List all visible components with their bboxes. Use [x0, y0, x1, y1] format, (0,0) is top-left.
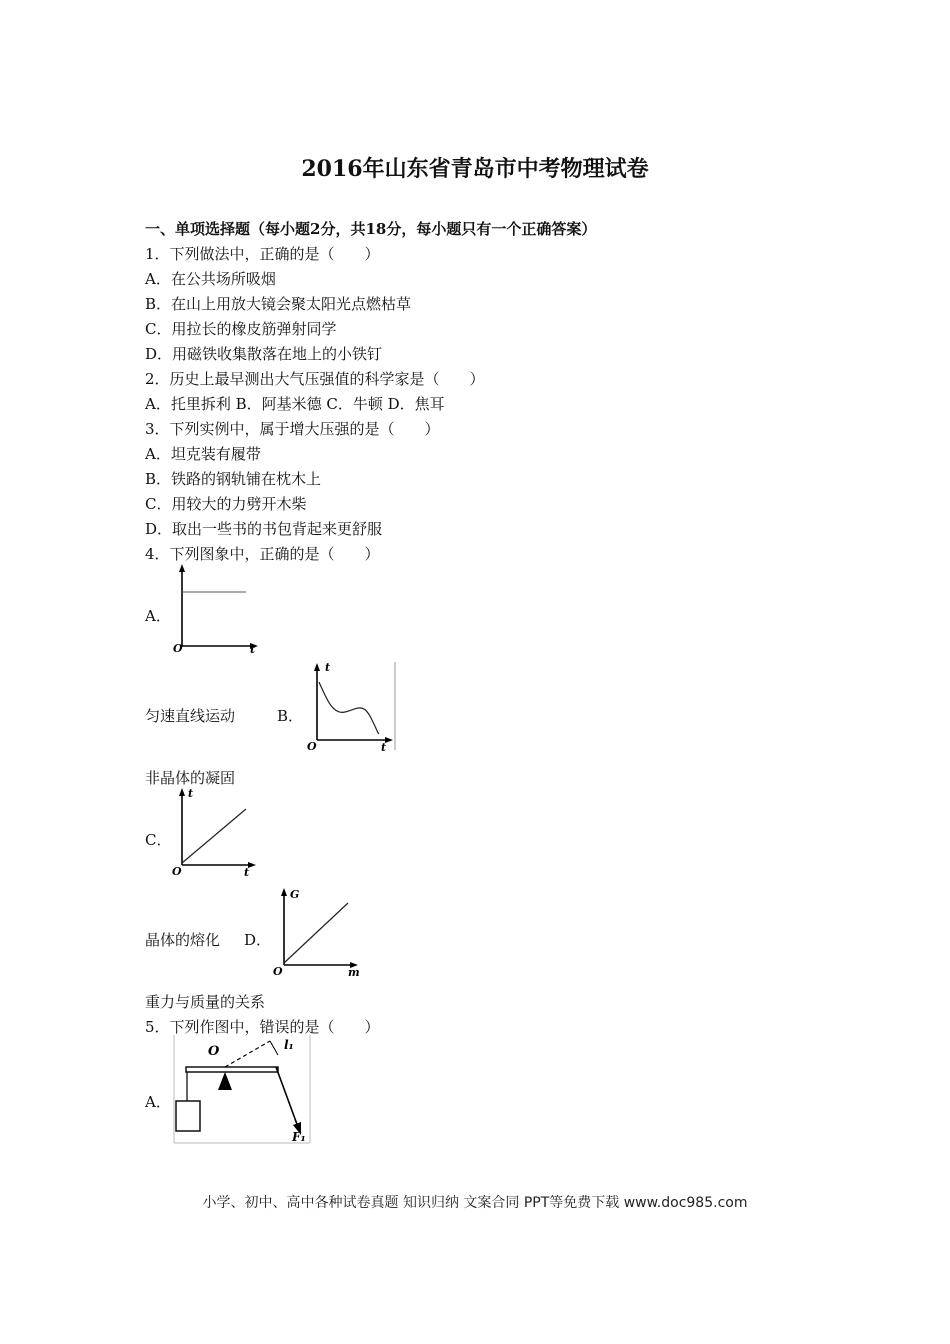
x-axis-arrow	[385, 737, 393, 743]
q1-option-a: A．在公共场所吸烟	[145, 270, 276, 288]
cooling-curve	[319, 682, 379, 734]
force-arrow-line	[276, 1067, 298, 1127]
lever-bar	[186, 1067, 278, 1072]
question-5-stem: 5．下列作图中，错误的是（ ）	[145, 1018, 380, 1036]
q3-option-b: B．铁路的钢轨铺在枕木上	[145, 470, 322, 488]
y-axis-arrow	[179, 788, 185, 796]
q1-option-b: B．在山上用放大镜会聚太阳光点燃枯草	[145, 295, 412, 313]
q4-option-b-label: B．	[277, 707, 304, 725]
q1-option-c: C．用拉长的橡皮筋弹射同学	[145, 320, 337, 338]
question-4-stem: 4．下列图象中，正确的是（ ）	[145, 545, 380, 563]
origin-label: O	[172, 865, 182, 877]
x-axis-label: t	[250, 643, 256, 654]
x-axis-label: t	[381, 741, 387, 752]
q4-option-d-label: D．	[244, 931, 272, 949]
origin-label: O	[273, 965, 283, 977]
q3-option-a: A．坦克装有履带	[145, 445, 261, 463]
q4-option-d-caption: 重力与质量的关系	[145, 993, 266, 1011]
question-3-stem: 3．下列实例中，属于增大压强的是（ ）	[145, 420, 440, 438]
straight-line	[284, 903, 348, 963]
q2-options: A．托里拆利 B．阿基米德 C．牛顿 D．焦耳	[145, 395, 445, 413]
y-axis-arrow	[179, 564, 185, 572]
page-title: 2016年山东省青岛市中考物理试卷	[301, 156, 649, 182]
force-label: F₁	[292, 1130, 306, 1144]
x-axis-arrow	[248, 862, 256, 868]
origin-label: O	[307, 740, 317, 752]
y-axis-arrow	[281, 888, 287, 896]
q4-option-c-label: C．	[145, 831, 172, 849]
y-axis-label: G	[290, 888, 300, 901]
y-axis-arrow	[314, 663, 320, 671]
q4-option-a-label: A．	[145, 607, 171, 625]
force-arm-dashed-line	[225, 1041, 270, 1067]
q4-option-a-caption: 匀速直线运动	[145, 707, 236, 725]
question-2-stem: 2．历史上最早测出大气压强值的科学家是（ ）	[145, 370, 485, 388]
question-1-stem: 1．下列做法中，正确的是（ ）	[145, 245, 380, 263]
arm-label: l₁	[284, 1038, 294, 1052]
q5-lever-diagram	[170, 1033, 315, 1145]
y-axis-label: t	[325, 661, 331, 674]
q4-graph-d	[268, 885, 364, 977]
q4-option-b-caption: 非晶体的凝固	[145, 769, 236, 787]
hanging-weight	[176, 1101, 200, 1131]
x-axis-label: t	[244, 866, 250, 877]
q3-option-d: D．取出一些书的书包背起来更舒服	[145, 520, 383, 538]
q4-option-c-caption: 晶体的熔化	[145, 931, 221, 949]
q4-graph-a	[170, 562, 262, 654]
q5-option-a-label: A．	[145, 1093, 171, 1111]
origin-label: O	[173, 642, 183, 654]
q1-option-d: D．用磁铁收集散落在地上的小铁钉	[145, 345, 383, 363]
q4-graph-b	[303, 660, 398, 752]
section-heading: 一、单项选择题（每小题2分，共18分，每小题只有一个正确答案）	[145, 220, 597, 238]
fulcrum-triangle	[218, 1072, 232, 1090]
q4-graph-c	[168, 785, 260, 877]
pivot-label: O	[208, 1044, 220, 1059]
footer-text: 小学、初中、高中各种试卷真题 知识归纳 文案合同 PPT等免费下载 www.doc985.com	[202, 1195, 748, 1211]
force-arm-right-angle	[270, 1041, 278, 1055]
y-axis-label: t	[188, 787, 194, 800]
x-axis-label: m	[348, 966, 360, 977]
q3-option-c: C．用较大的力劈开木柴	[145, 495, 307, 513]
straight-line	[182, 809, 246, 863]
